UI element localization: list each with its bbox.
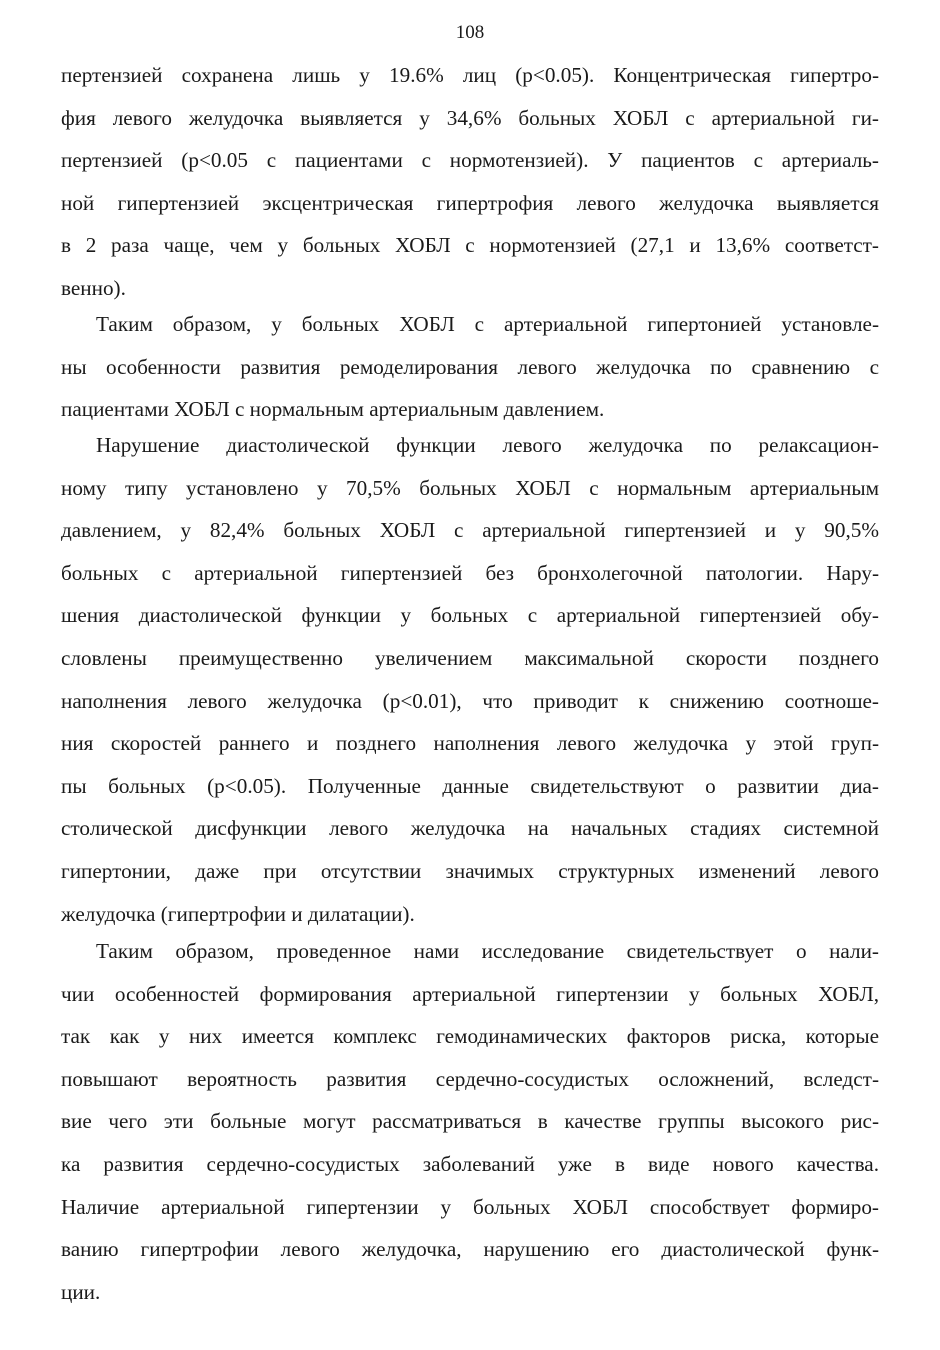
text-line: Таким образом, у больных ХОБЛ с артериальной гипертонией установле- — [96, 312, 879, 336]
text-line: ной гипертензией эксцентрическая гипертрофия левого желудочка выявляется — [61, 190, 879, 215]
text-line: фия левого желудочка выявляется у 34,6% больных ХОБЛ с артериальной ги- — [61, 105, 879, 130]
text-line: желудочка (гипертрофии и дилатации). — [61, 901, 415, 926]
text-line: Наличие артериальной гипертензии у больных ХОБЛ способствует формиро- — [61, 1194, 879, 1219]
text-line: шения диастолической функции у больных с артериальной гипертензией обу- — [61, 603, 879, 628]
text-line: ния скоростей раннего и позднего наполнения левого желудочка у этой груп- — [61, 731, 879, 756]
page-number: 108 — [455, 22, 485, 43]
paragraph — [61, 303, 879, 431]
text-line: пы больных (р<0.05). Полученные данные свидетельствуют о развитии диа- — [61, 773, 879, 798]
text-line: Нарушение диастолической функции левого желудочка по релаксацион- — [96, 433, 879, 457]
text-line: давлением, у 82,4% больных ХОБЛ с артериальной гипертензией и у 90,5% — [61, 518, 879, 543]
text-line: пертензией сохранена лишь у 19.6% лиц (р<0.05). Концентрическая гипертро- — [61, 63, 879, 87]
text-line: вие чего эти больные могут рассматриваться в качестве группы высокого рис- — [61, 1109, 879, 1134]
text-line: гипертонии, даже при отсутствии значимых структурных изменений левого — [61, 858, 879, 883]
text-line: больных с артериальной гипертензией без бронхолегочной патологии. Нару- — [61, 560, 879, 585]
text-line: венно). — [61, 275, 126, 300]
text-line: чии особенностей формирования артериальной гипертензии у больных ХОБЛ, — [61, 981, 879, 1006]
text-line: ка развития сердечно-сосудистых заболеваний уже в виде нового качества. — [61, 1151, 879, 1176]
text-line: ны особенности развития ремоделирования левого желудочка по сравнению с — [61, 354, 879, 379]
text-line: ному типу установлено у 70,5% больных ХОБЛ с нормальным артериальным — [61, 475, 879, 500]
text-line: столической дисфункции левого желудочка на начальных стадиях системной — [61, 816, 879, 841]
text-line: ванию гипертрофии левого желудочка, нарушению его диастолической функ- — [61, 1237, 879, 1262]
text-line: ции. — [61, 1279, 101, 1304]
text-line: словлены преимущественно увеличением максимальной скорости позднего — [61, 645, 879, 670]
text-line: пациентами ХОБЛ с нормальным артериальным давлением. — [61, 397, 605, 422]
paragraph — [61, 930, 879, 1313]
text-line: в 2 раза чаще, чем у больных ХОБЛ с нормотензией (27,1 и 13,6% соответст- — [61, 233, 879, 258]
text-line: так как у них имеется комплекс гемодинамических факторов риска, которые — [61, 1024, 879, 1049]
text-line: пертензией (р<0.05 с пациентами с нормотензией). У пациентов с артериаль- — [61, 148, 879, 173]
text-line: Таким образом, проведенное нами исследование свидетельствует о нали- — [96, 939, 879, 963]
text-line: повышают вероятность развития сердечно-сосудистых осложнений, вследст- — [61, 1066, 879, 1091]
text-line: наполнения левого желудочка (р<0.01), что приводит к снижению соотноше- — [61, 688, 879, 713]
paragraph — [61, 54, 879, 310]
paragraph — [61, 424, 879, 935]
